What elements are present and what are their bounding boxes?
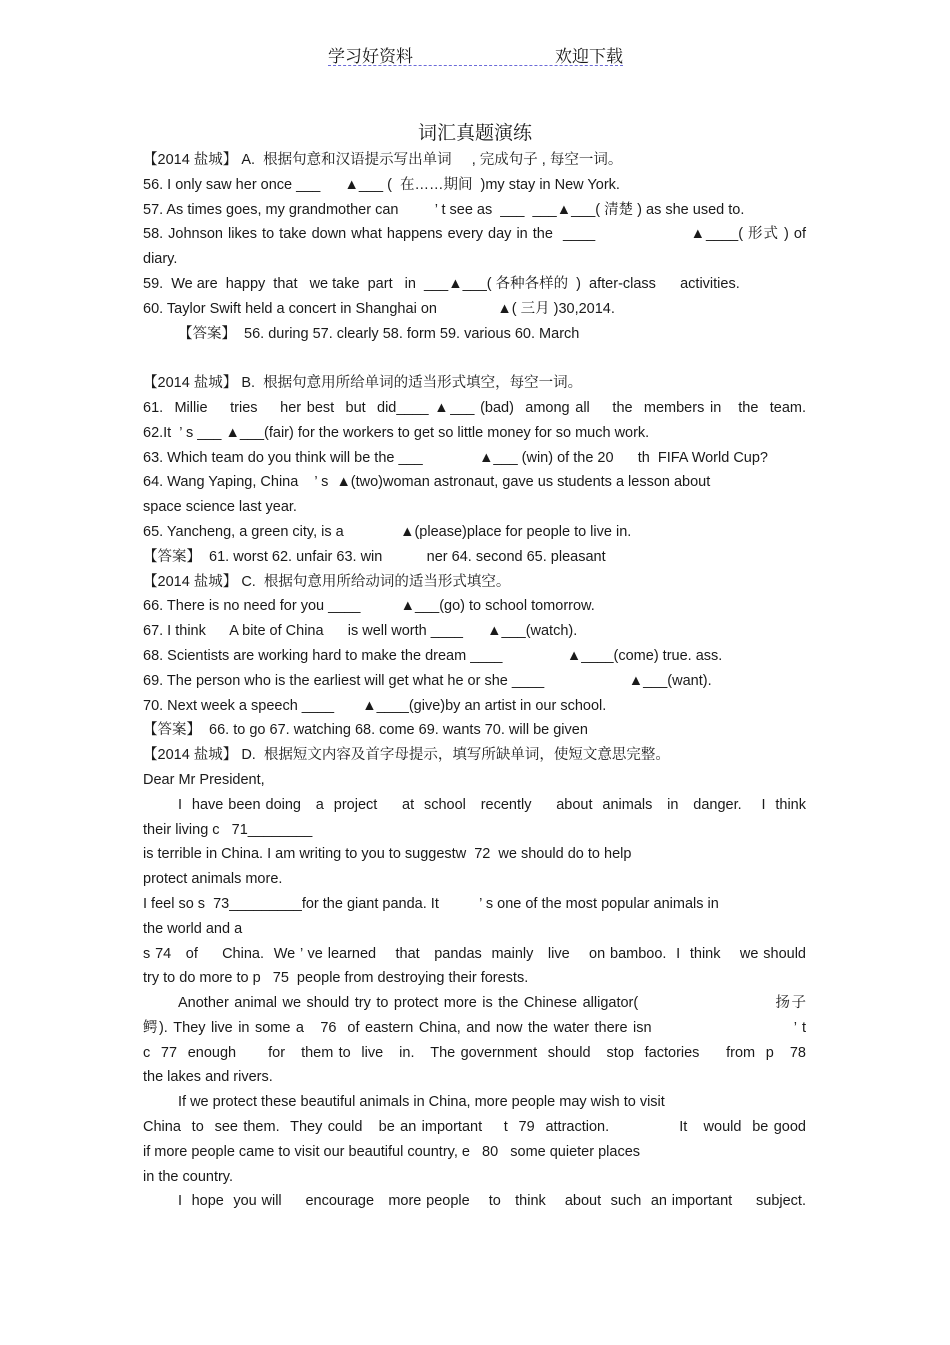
text-line: China to see them. They could be an important t 79 attraction. It would be good [143, 1119, 806, 1136]
text-line: in the country. [143, 1168, 234, 1185]
text-line: c 77 enough for them to live in. The government should stop factories from p 78 [143, 1044, 806, 1061]
text-line: 【答案】 66. to go 67. watching 68. come 69. wants 70. will be given [143, 722, 588, 739]
text-line: 58. Johnson likes to take down what happens every day in the ____ ▲____( 形式 ) of [143, 226, 806, 243]
text-line: 57. As times goes, my grandmother can ’ t see as ___ ___▲___( 清楚 ) as she used to. [143, 201, 745, 218]
text-line: 62.It ’ s ___ ▲___(fair) for the workers to get so little money for so much work. [143, 424, 650, 441]
header-left: 学习好资料 [328, 47, 413, 67]
text-line: diary. [143, 251, 178, 268]
text-line: their living c 71________ [143, 821, 313, 838]
text-line: 66. There is no need for you ____ ▲___(go) to school tomorrow. [143, 598, 595, 615]
text-line: space science last year. [143, 499, 297, 516]
text-line: 69. The person who is the earliest will get what he or she ____ ▲___(want). [143, 672, 712, 689]
text-line: 67. I think A bite of China is well worth ____ ▲___(watch). [143, 623, 578, 640]
text-line: protect animals more. [143, 871, 283, 888]
text-line: I have been doing a project at school recently about animals in danger. I think [178, 796, 806, 813]
text-line: the lakes and rivers. [143, 1069, 273, 1086]
header-right: 欢迎下载 [555, 47, 623, 67]
document-body [143, 148, 806, 1214]
text-line: 68. Scientists are working hard to make the dream ____ ▲____(come) true. ass. [143, 647, 723, 664]
text-line: 70. Next week a speech ____ ▲____(give)by an artist in our school. [143, 697, 607, 714]
text-line: I feel so s 73_________for the giant panda. It ’ s one of the most popular animals in [143, 895, 719, 912]
text-line: 【2014 盐城】 D. 根据短文内容及首字母提示，填写所缺单词，使短文意思完整。 [143, 747, 670, 764]
text-line: 【2014 盐城】 A. 根据句意和汉语提示写出单词 , 完成句子 , 每空一词。 [143, 152, 623, 168]
text-line: try to do more to p 75 people from destroying their forests. [143, 970, 529, 987]
text-line: 【答案】 56. during 57. clearly 58. form 59. various 60. March [178, 325, 580, 342]
text-line: 【2014 盐城】 C. 根据句意用所给动词的适当形式填空。 [143, 573, 511, 590]
text-line: If we protect these beautiful animals in China, more people may wish to visit [178, 1094, 665, 1111]
text-line: 65. Yancheng, a green city, is a ▲(please)place for people to live in. [143, 523, 632, 540]
text-line: 64. Wang Yaping, China ’ s ▲(two)woman astronaut, gave us students a lesson about [143, 474, 711, 491]
text-line: Another animal we should try to protect more is the Chinese alligator( 扬子 [178, 995, 806, 1012]
text-line: 56. I only saw her once ___ ▲___ ( 在……期间 )my stay in New York. [143, 176, 620, 193]
text-line: if more people came to visit our beautiful country, e 80 some quieter places [143, 1143, 641, 1160]
text-line [143, 346, 806, 371]
text-line: the world and a [143, 920, 243, 937]
text-line: 63. Which team do you think will be the ___ ▲___ (win) of the 20 th FIFA World Cup? [143, 449, 768, 466]
text-line: 【答案】 61. worst 62. unfair 63. win ner 64. second 65. pleasant [143, 548, 606, 565]
text-line: s 74 of China. We ’ ve learned that pandas mainly live on bamboo. I think we should [143, 945, 806, 962]
text-line: is terrible in China. I am writing to you to suggestw 72 we should do to help [143, 846, 632, 863]
page-title: 词汇真题演练 [417, 122, 532, 144]
text-line: 鳄). They live in some a 76 of eastern China, and now the water there isn ’ t [143, 1019, 806, 1036]
text-line: 【2014 盐城】 B. 根据句意用所给单词的适当形式填空，每空一词。 [143, 375, 583, 392]
text-line: 61. Millie tries her best but did____ ▲___ (bad) among all the members in the team. [143, 399, 806, 416]
page-header [328, 40, 623, 66]
text-line: Dear Mr President, [143, 771, 265, 788]
text-line: 59. We are happy that we take part in ___▲___( 各种各样的 ) after-class activities. [143, 275, 740, 292]
text-line: 60. Taylor Swift held a concert in Shanghai on ▲( 三月 )30,2014. [143, 300, 615, 317]
text-line: I hope you will encourage more people to think about such an important subject. [178, 1193, 806, 1210]
